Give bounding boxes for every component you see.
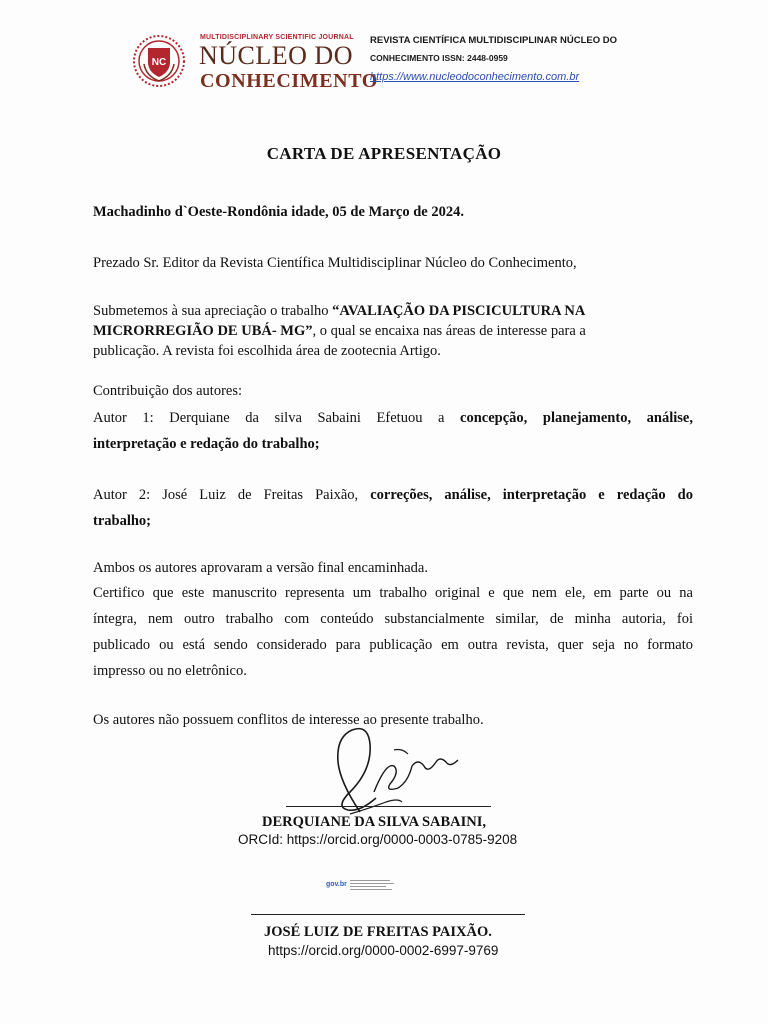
place-date: Machadinho d`Oeste-Rondônia idade, 05 de Março de 2024. <box>93 204 464 220</box>
certify-line: impresso ou no eletrônico. <box>93 663 247 679</box>
brand-name-line1: NÚCLEO DO <box>199 41 353 70</box>
journal-url-link[interactable]: https://www.nucleodoconhecimento.com.br <box>370 71 580 83</box>
journal-issn: CONHECIMENTO ISSN: 2448-0959 <box>370 53 508 63</box>
author2-contribution <box>93 482 693 534</box>
certification-paragraph <box>93 580 693 684</box>
contributions-heading: Contribuição dos autores: <box>93 383 243 399</box>
submission-line3: publicação. A revista foi escolhida área de zootecnia Artigo. <box>93 343 441 359</box>
letterhead <box>130 28 650 98</box>
salutation: Prezado Sr. Editor da Revista Científica Multidisciplinar Núcleo do Conhecimento, <box>93 255 577 271</box>
approval-statement: Ambos os autores aprovaram a versão final encaminhada. <box>93 560 428 576</box>
journal-logo-icon <box>132 34 186 88</box>
author1-pre: Autor 1: Derquiane da silva Sabaini Efetuou a <box>93 410 461 426</box>
signer2-orcid: https://orcid.org/0000-0002-6997-9769 <box>268 943 499 958</box>
certify-line: íntegra, nem outro trabalho com conteúdo substancialmente similar, de minha autoria, foi <box>93 611 693 627</box>
brand-tagline: MULTIDISCIPLINARY SCIENTIFIC JOURNAL <box>200 34 354 41</box>
author1-contribution <box>93 405 693 457</box>
journal-name: REVISTA CIENTÍFICA MULTIDISCIPLINAR NÚCLEO DO <box>370 35 617 46</box>
certify-line: Certifico que este manuscrito representa um trabalho original e que nem ele, em parte ou na <box>93 585 693 601</box>
govbr-logo-icon: gov.br <box>326 881 347 888</box>
signature-line-2 <box>251 914 525 915</box>
author2-bold1: correções, análise, interpretação e redação do <box>370 487 693 503</box>
handwritten-signature-icon <box>290 722 490 822</box>
submission-paragraph <box>93 301 693 361</box>
certify-line: publicado ou está sendo considerado para publicação em outra revista, quer seja no formato <box>93 637 693 653</box>
author2-bold2: trabalho; <box>93 513 151 529</box>
work-title-line1: “AVALIAÇÃO DA PISCICULTURA NA <box>332 303 586 319</box>
author1-bold1: concepção, planejamento, análise, <box>460 410 693 426</box>
govbr-stamp <box>326 876 398 894</box>
logo-initials: NC <box>151 57 167 68</box>
submission-post: , o qual se encaixa nas áreas de interesse para a <box>312 323 586 339</box>
conflict-statement: Os autores não possuem conflitos de interesse ao presente trabalho. <box>93 712 484 728</box>
submission-pre: Submetemos à sua apreciação o trabalho <box>93 303 333 319</box>
signature-line-1 <box>286 806 491 807</box>
author2-pre: Autor 2: José Luiz de Freitas Paixão, <box>93 487 371 503</box>
work-title-line2: MICRORREGIÃO DE UBÁ- MG” <box>93 323 313 339</box>
letter-title: CARTA DE APRESENTAÇÃO <box>266 144 502 163</box>
author1-bold2: interpretação e redação do trabalho; <box>93 436 320 452</box>
signer1-name: DERQUIANE DA SILVA SABAINI, <box>262 814 487 830</box>
signer2-name: JOSÉ LUIZ DE FREITAS PAIXÃO. <box>264 924 492 940</box>
govbr-stamp-text-icon <box>350 879 396 891</box>
signer1-orcid: ORCId: https://orcid.org/0000-0003-0785-9208 <box>238 832 518 847</box>
brand-name-line2: CONHECIMENTO <box>200 70 378 92</box>
